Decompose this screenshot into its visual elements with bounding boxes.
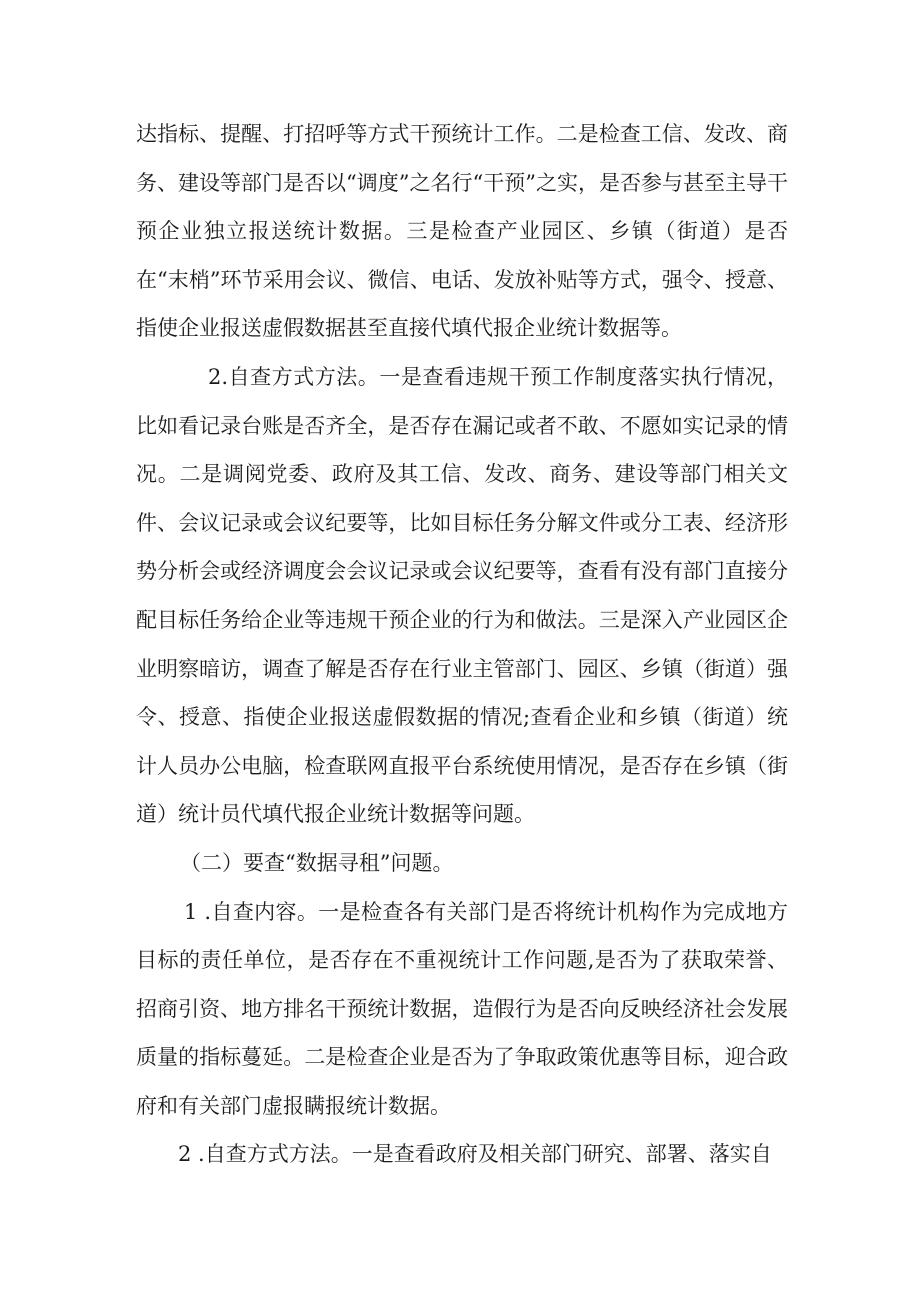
- paragraph-self-check-content-2: 1 .自查内容。一是检查各有关部门是否将统计机构作为完成地方目标的责任单位，是否存在不重视统计工作问题,是否为了获取荣誉、招商引资、地方排名干预统计数据，造假行为是否向反映经济社会发展质量的指标蔓延。二是检查企业是否为了争取政策优惠等目标，迎合政府和有关部门虚报瞒报统计数据。: [136, 899, 788, 1118]
- section-heading-data-rent-seeking: （二）要查“数据寻租”问题。: [180, 850, 454, 875]
- document-body: [136, 110, 788, 1179]
- paragraph-check-content-continued: 达指标、提醒、打招呼等方式干预统计工作。二是检查工信、发改、商务、建设等部门是否以“调度”之名行“干预”之实，是否参与甚至主导干预企业独立报送统计数据。三是检查产业园区、乡镇（街道）是否在“末梢”环节采用会议、微信、电话、发放补贴等方式，强令、授意、指使企业报送虚假数据甚至直接代填代报企业统计数据等。: [136, 122, 788, 341]
- paragraph-self-check-methods-1: 2.自查方式方法。一是查看违规干预工作制度落实执行情况，比如看记录台账是否齐全，是否存在漏记或者不敢、不愿如实记录的情况。二是调阅党委、政府及其工信、发改、商务、建设等部门相关文件、会议记录或会议纪要等，比如目标任务分解文件或分工表、经济形势分析会或经济调度会会议记录或会议纪要等，查看有没有部门直接分配目标任务给企业等违规干预企业的行为和做法。三是深入产业园区企业明察暗访，调查了解是否存在行业主管部门、园区、乡镇（街道）强令、授意、指使企业报送虚假数据的情况;查看企业和乡镇（街道）统计人员办公电脑，检查联网直报平台系统使用情况，是否存在乡镇（街道）统计员代填代报企业统计数据等问题。: [136, 364, 788, 827]
- paragraph-self-check-methods-2: 2 .自查方式方法。一是查看政府及相关部门研究、部署、落实自: [178, 1142, 772, 1167]
